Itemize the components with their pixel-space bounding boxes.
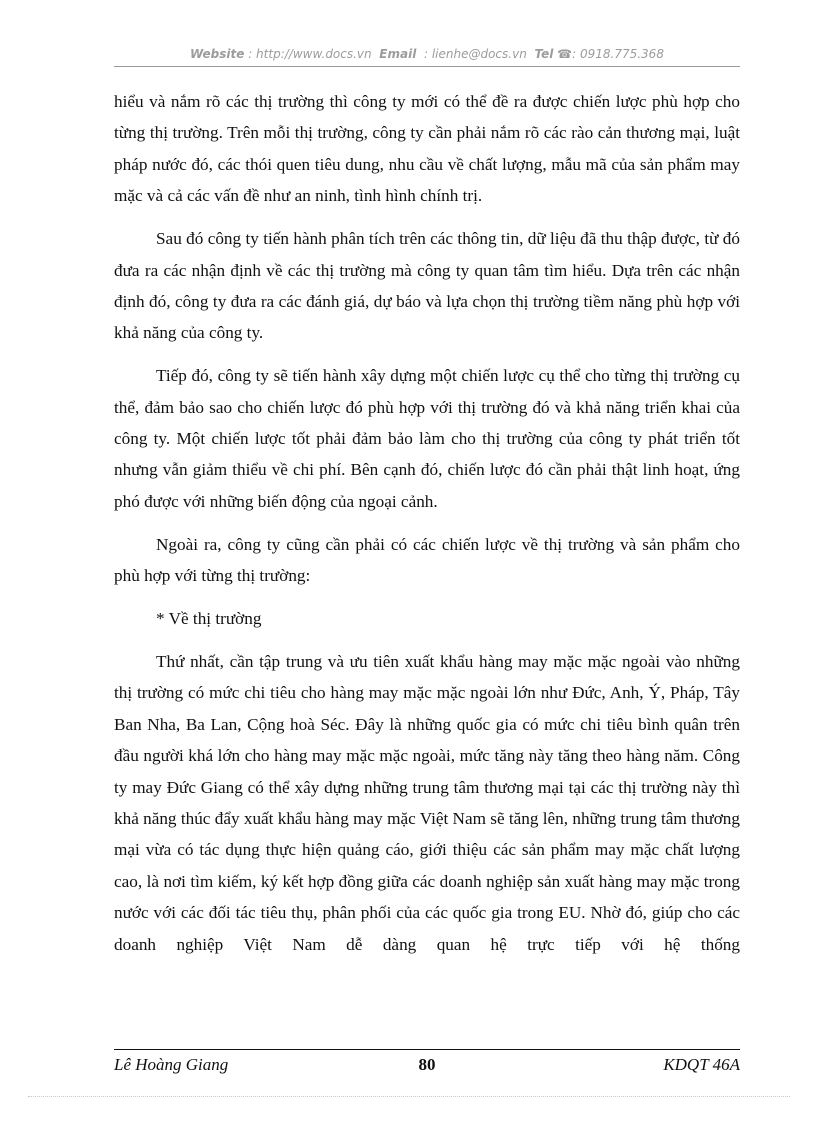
document-body: [114, 86, 740, 960]
footer-divider: [114, 1049, 740, 1050]
header-divider: [114, 66, 740, 67]
section-heading-market: * Về thị trường: [156, 609, 262, 629]
header-email-label: Email: [379, 47, 417, 61]
paragraph-first-point: Thứ nhất, cần tập trung và ưu tiên xuất khẩu hàng may mặc mặc ngoài vào những thị trường có mức chi tiêu cho hàng may mặc mặc ngoài lớn như Đức, Anh, Ý, Pháp, Tây Ban Nha, Ba Lan, Cộng hoà Séc. Đây là những quốc gia có mức chi tiêu bình quân trên đầu người khá lớn cho hàng may mặc mặc ngoài, mức tăng này tăng theo hàng năm. Công ty may Đức Giang có thể xây dựng những trung tâm thương mại tại các thị trường này thì khả năng thúc đẩy xuất khẩu hàng may mặc Việt Nam sẽ tăng lên, những trung tâm thương mại vừa có tác dụng thực hiện quảng cáo, giới thiệu các sản phẩm may mặc chất lượng cao, là nơi tìm kiếm, ký kết hợp đồng giữa các doanh nghiệp sản xuất hàng may mặc trong nước với các đối tác tiêu thụ, phân phối của các quốc gia trong EU. Nhờ đó, giúp cho các doanh nghiệp Việt Nam dễ dàng quan hệ trực tiếp với hệ thống: [114, 652, 740, 954]
header-website-label: Website: [190, 47, 245, 61]
header-tel-value: ☎: 0918.775.368: [557, 47, 664, 61]
paragraph-market-product: Ngoài ra, công ty cũng cần phải có các chiến lược về thị trường và sản phẩm cho phù hợp với từng thị trường:: [114, 534, 740, 586]
footer-author: Lê Hoàng Giang: [114, 1055, 229, 1074]
page-bottom-border: [28, 1096, 790, 1097]
header-tel-label: Tel: [534, 47, 554, 61]
footer-class-code: KDQT 46A: [663, 1055, 740, 1074]
paragraph-continuation: hiểu và nắm rõ các thị trường thì công ty mới có thể đề ra được chiến lược phù hợp cho từng thị trường. Trên mỗi thị trường, công ty cần phải nắm rõ các rào cản thương mại, luật pháp nước đó, các thói quen tiêu dung, nhu cầu về chất lượng, mẫu mã của sản phẩm may mặc và cả các vấn đề như an ninh, tình hình chính trị.: [114, 92, 740, 206]
footer-page-number: 80: [418, 1055, 436, 1074]
header-email-value: : lienhe@docs.vn: [423, 47, 527, 61]
header-website-value: : http://www.docs.vn: [248, 47, 372, 61]
paragraph-strategy: Tiếp đó, công ty sẽ tiến hành xây dựng một chiến lược cụ thể cho từng thị trường cụ thể, đảm bảo sao cho chiến lược đó phù hợp với thị trường đó và khả năng triển khai của công ty. Một chiến lược tốt phải đảm bảo làm cho thị trường của công ty phát triển tốt nhưng vẫn giảm thiểu về chi phí. Bên cạnh đó, chiến lược đó cần phải thật linh hoạt, ứng phó được với những biến động của ngoại cảnh.: [114, 366, 740, 511]
page-header: [114, 47, 740, 61]
paragraph-analysis: Sau đó công ty tiến hành phân tích trên các thông tin, dữ liệu đã thu thập được, từ đó đưa ra các nhận định về các thị trường mà công ty quan tâm tìm hiểu. Dựa trên các nhận định đó, công ty đưa ra các đánh giá, dự báo và lựa chọn thị trường tiềm năng phù hợp với khả năng của công ty.: [114, 229, 740, 343]
page-footer: [114, 1055, 740, 1077]
